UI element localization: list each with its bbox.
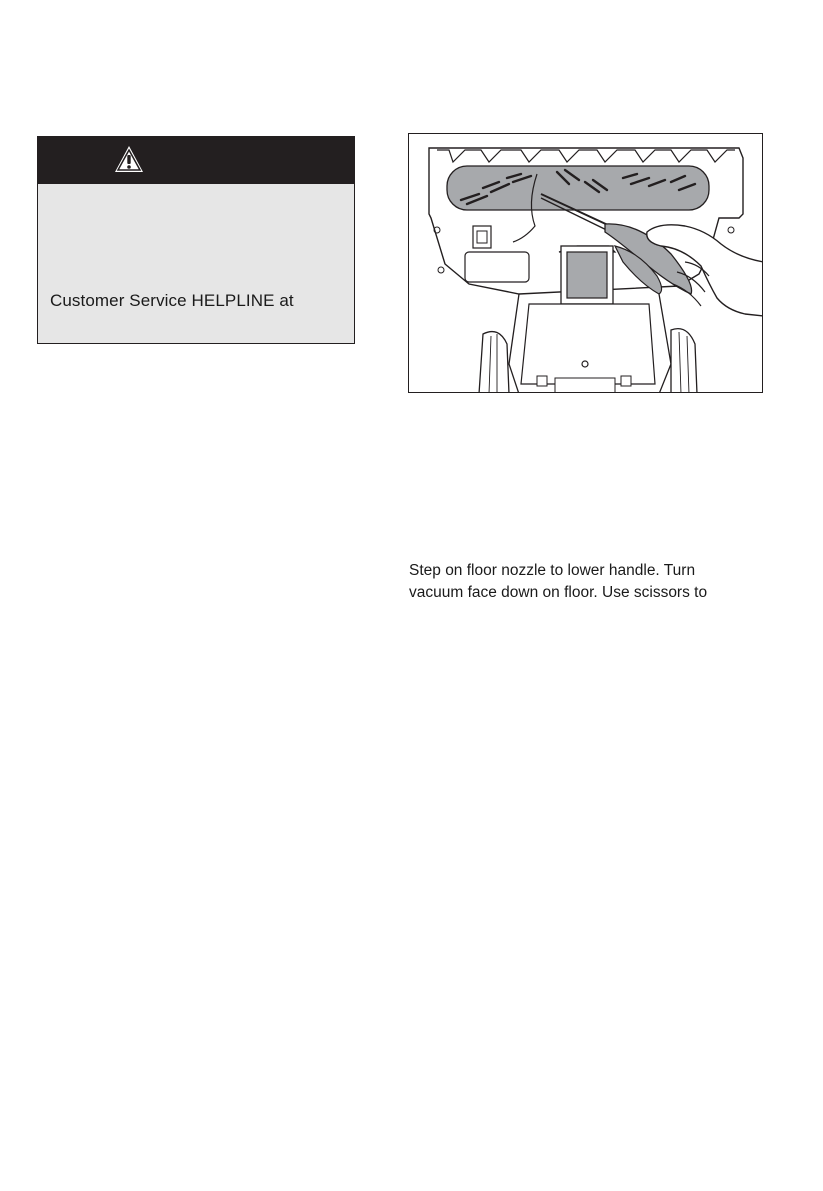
warning-helpline-text: Customer Service HELPLINE at: [50, 291, 294, 310]
instructions-line-1: Step on floor nozzle to lower handle. Turn: [409, 562, 696, 579]
warning-header: [38, 137, 354, 184]
warning-triangle-icon: [113, 144, 145, 174]
instructions-text: [409, 560, 769, 604]
vacuum-brushroll-scissors-illustration: [409, 134, 763, 393]
instructions-line-2: vacuum face down on floor. Use scissors to: [409, 584, 708, 601]
warning-box: [37, 136, 355, 344]
vacuum-illustration: [408, 133, 763, 393]
